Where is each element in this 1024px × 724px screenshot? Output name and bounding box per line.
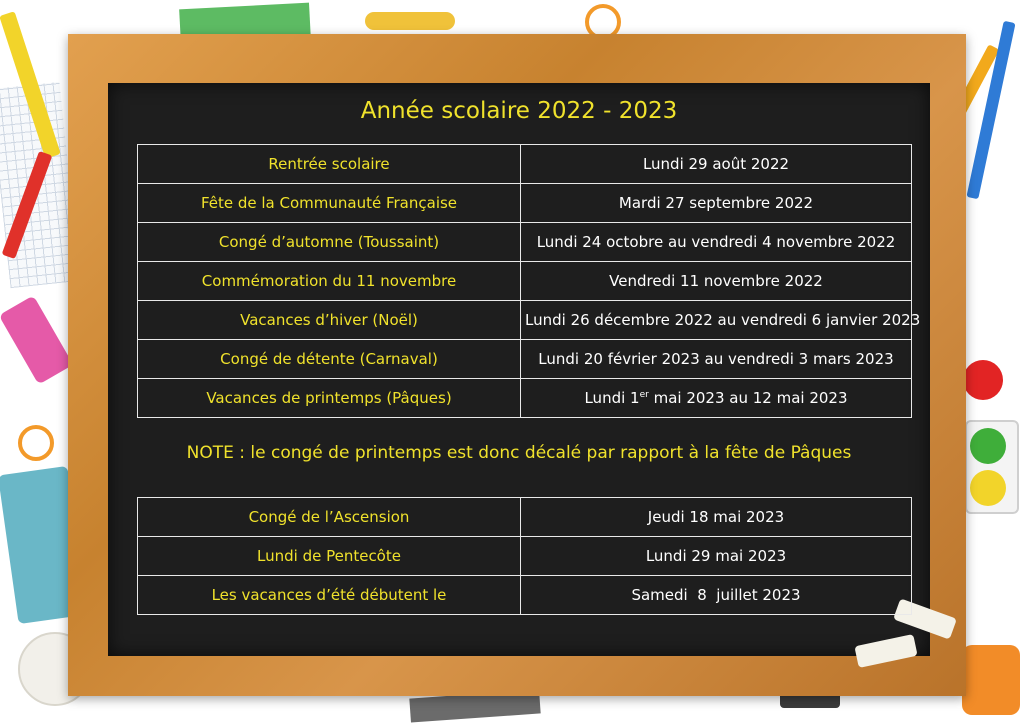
page-title: Année scolaire 2022 - 2023 — [360, 98, 678, 124]
event-date: Lundi 24 octobre au vendredi 4 novembre 2022 — [521, 223, 912, 262]
table-row — [138, 340, 912, 379]
alphabet-blocks-icon — [962, 645, 1020, 715]
table-row — [138, 576, 912, 615]
event-label: Fête de la Communauté Française — [138, 184, 521, 223]
event-label: Lundi de Pentecôte — [138, 537, 521, 576]
table-row — [138, 184, 912, 223]
event-date: Lundi 20 février 2023 au vendredi 3 mars 2023 — [521, 340, 912, 379]
table-row — [138, 537, 912, 576]
table-row — [138, 301, 912, 340]
highlighter-icon — [0, 295, 73, 384]
table-row — [138, 262, 912, 301]
scissors-icon — [365, 12, 455, 30]
event-date: Lundi 29 août 2022 — [521, 145, 912, 184]
date-suffix: mai 2023 au 12 mai 2023 — [648, 389, 848, 407]
table-row — [138, 145, 912, 184]
event-label: Rentrée scolaire — [138, 145, 521, 184]
flower-icon — [18, 425, 54, 461]
event-label: Congé de détente (Carnaval) — [138, 340, 521, 379]
green-paint-icon — [970, 428, 1006, 464]
event-date: Vendredi 11 novembre 2022 — [521, 262, 912, 301]
event-date: Jeudi 18 mai 2023 — [521, 498, 912, 537]
event-label: Les vacances d’été débutent le — [138, 576, 521, 615]
event-date: Mardi 27 septembre 2022 — [521, 184, 912, 223]
event-date: Samedi 8 juillet 2023 — [521, 576, 912, 615]
event-date: Lundi 29 mai 2023 — [521, 537, 912, 576]
note-text: NOTE : le congé de printemps est donc décalé par rapport à la fête de Pâques — [186, 443, 852, 463]
table-row — [138, 223, 912, 262]
event-label: Congé d’automne (Toussaint) — [138, 223, 521, 262]
date-prefix: Lundi 1 — [584, 389, 640, 407]
yellow-paint-icon — [970, 470, 1006, 506]
event-label: Vacances d’hiver (Noël) — [138, 301, 521, 340]
table-row — [138, 379, 912, 418]
paint-splash-icon — [963, 360, 1003, 400]
school-calendar-table — [137, 144, 921, 418]
event-label: Commémoration du 11 novembre — [138, 262, 521, 301]
event-date: Lundi 26 décembre 2022 au vendredi 6 janvier 2023 — [521, 301, 912, 340]
table-row — [138, 498, 912, 537]
event-date — [521, 379, 912, 418]
event-label: Vacances de printemps (Pâques) — [138, 379, 521, 418]
date-superscript: er — [639, 390, 649, 400]
summer-calendar-table — [137, 497, 912, 615]
event-label: Congé de l’Ascension — [138, 498, 521, 537]
